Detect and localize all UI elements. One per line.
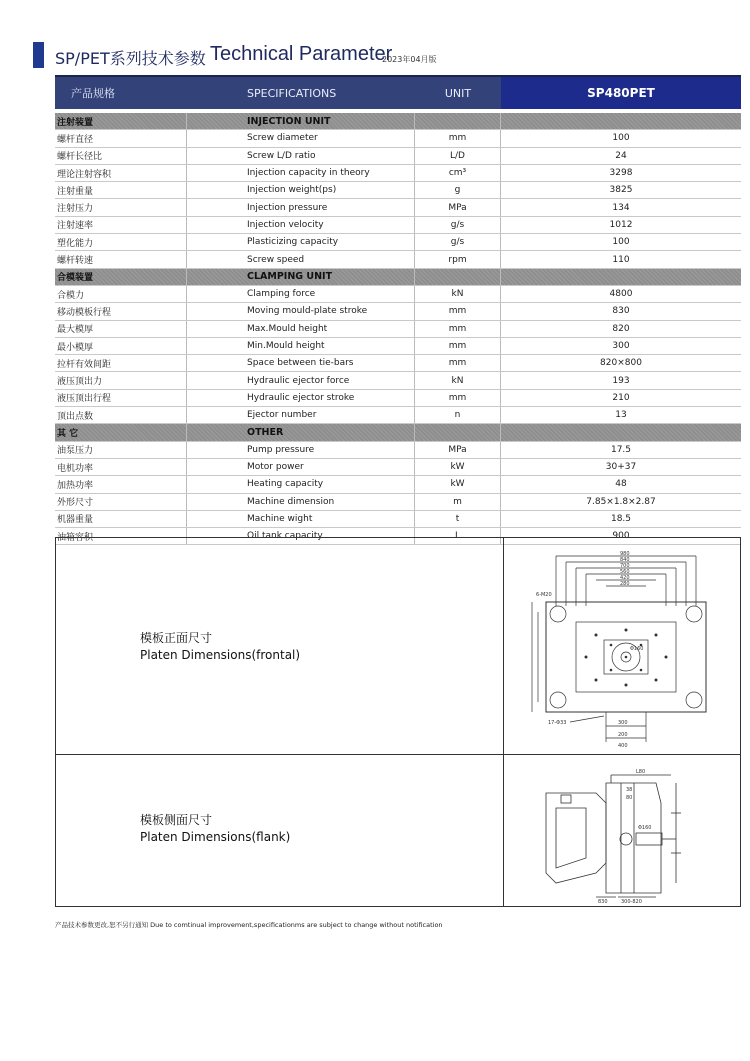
frontal-dim-280: 280 <box>620 581 630 587</box>
param-unit: n <box>415 407 501 423</box>
table-row <box>55 355 741 372</box>
param-name-cn: 机器重量 <box>55 511 187 527</box>
param-unit: kN <box>415 286 501 302</box>
param-name-cn: 注射压力 <box>55 199 187 215</box>
platen-flank-label-cn: 模板侧面尺寸 <box>140 813 213 827</box>
param-unit: kN <box>415 372 501 388</box>
platen-frontal-row <box>56 538 740 755</box>
frontal-dim-200: 200 <box>618 732 628 738</box>
section-unit-blank <box>415 113 501 129</box>
table-body <box>55 113 741 545</box>
header-specifications: SPECIFICATIONS <box>247 86 337 100</box>
platen-frontal-drawing <box>526 550 726 748</box>
frontal-dim-400: 400 <box>618 743 628 748</box>
frontal-dim-phi160: Φ160 <box>630 646 644 652</box>
param-name-en: Ejector number <box>187 407 415 423</box>
param-name-en: Machine wight <box>187 511 415 527</box>
param-unit: L/D <box>415 148 501 164</box>
param-value: 300 <box>612 341 630 351</box>
param-name-en: Hydraulic ejector stroke <box>187 390 415 406</box>
param-value: 100 <box>612 133 630 144</box>
frontal-dim-700: 700 <box>620 563 630 569</box>
section-title-cn: 合模装置 <box>55 269 187 285</box>
frontal-dim-6m20: 6-M20 <box>536 592 552 598</box>
param-name-en: Pump pressure <box>187 442 415 458</box>
header-unit: UNIT <box>444 86 472 100</box>
param-name-cn: 顶出点数 <box>55 407 187 423</box>
param-name-en: Machine dimension <box>187 494 415 510</box>
param-unit: MPa <box>415 442 501 458</box>
param-unit: mm <box>415 130 501 146</box>
param-value: 24 <box>615 150 627 161</box>
param-value: 3298 <box>609 168 633 179</box>
table-row <box>55 182 741 199</box>
param-name-cn: 液压顶出行程 <box>55 390 187 406</box>
table-row <box>55 321 741 338</box>
param-name-en: Max.Mould height <box>187 321 415 337</box>
param-value: 1012 <box>609 219 633 230</box>
title-cn: SP/PET系列技术参数 <box>55 49 206 68</box>
param-unit: m <box>415 494 501 510</box>
param-name-cn: 理论注射容积 <box>55 165 187 181</box>
param-name-cn: 最大模厚 <box>55 321 187 337</box>
table-row <box>55 199 741 216</box>
param-name-en: Min.Mould height <box>187 338 415 354</box>
platen-flank-label-en: Platen Dimensions(flank) <box>140 830 291 844</box>
section-title-cn: 其 它 <box>55 424 187 440</box>
section-title-en: CLAMPING UNIT <box>187 269 415 285</box>
table-row <box>55 442 741 459</box>
param-name-cn: 加热功率 <box>55 476 187 492</box>
flank-dim-830: 830 <box>598 899 608 903</box>
param-unit: kW <box>415 459 501 475</box>
param-value: 820×800 <box>600 358 642 369</box>
param-name-en: Moving mould-plate stroke <box>187 303 415 319</box>
param-unit: g/s <box>415 217 501 233</box>
table-row <box>55 494 741 511</box>
param-name-cn: 注射重量 <box>55 182 187 198</box>
param-name-cn: 拉杆有效间距 <box>55 355 187 371</box>
param-unit: cm³ <box>415 165 501 181</box>
header-model: SP480PET <box>501 77 741 109</box>
param-unit: mm <box>415 355 501 371</box>
table-header <box>55 75 741 109</box>
param-name-en: Screw speed <box>187 251 415 267</box>
param-name-cn: 油箱容积 <box>55 528 187 544</box>
section-value-blank <box>501 113 741 129</box>
platen-dimensions-section <box>55 537 741 907</box>
param-unit: rpm <box>415 251 501 267</box>
platen-flank-label <box>140 812 290 846</box>
param-name-cn: 移动模板行程 <box>55 303 187 319</box>
spec-table <box>55 75 741 545</box>
param-name-en: Screw L/D ratio <box>187 148 415 164</box>
param-value: 48 <box>615 479 627 490</box>
flank-dim-300-820: 300-820 <box>621 899 642 903</box>
param-unit: mm <box>415 390 501 406</box>
param-name-cn: 最小模厚 <box>55 338 187 354</box>
section-unit-blank <box>415 424 501 440</box>
section-title-en: INJECTION UNIT <box>187 113 415 129</box>
param-name-en: Heating capacity <box>187 476 415 492</box>
table-row <box>55 476 741 493</box>
param-name-cn: 螺杆转速 <box>55 251 187 267</box>
param-value: 3825 <box>609 185 633 196</box>
param-value: 17.5 <box>610 444 632 455</box>
param-unit: t <box>415 511 501 527</box>
frontal-dim-560: 560 <box>620 569 630 575</box>
section-title-cn: 注射装置 <box>55 113 187 129</box>
param-value: 13 <box>615 410 627 421</box>
table-row <box>55 390 741 407</box>
param-value: 4800 <box>609 289 633 300</box>
flank-dim-80: 80 <box>626 795 633 801</box>
table-row <box>55 407 741 424</box>
frontal-dim-980: 980 <box>620 551 630 557</box>
param-value: 193 <box>612 375 630 386</box>
table-row <box>55 286 741 303</box>
table-row <box>55 165 741 182</box>
frontal-dim-840: 840 <box>620 557 630 563</box>
param-name-cn: 注射速率 <box>55 217 187 233</box>
param-name-cn: 螺杆长径比 <box>55 148 187 164</box>
param-value: 100 <box>612 237 630 248</box>
frontal-dim-300: 300 <box>618 720 628 726</box>
param-unit: mm <box>415 321 501 337</box>
header-accent-bar <box>33 42 44 68</box>
param-name-en: Motor power <box>187 459 415 475</box>
table-row <box>55 303 741 320</box>
platen-flank-row <box>56 755 740 906</box>
param-unit: L <box>415 528 501 544</box>
table-row <box>55 234 741 251</box>
section-value-blank <box>501 269 741 285</box>
frontal-dim-420: 420 <box>620 575 630 581</box>
param-value: 134 <box>612 202 630 213</box>
param-name-cn: 合模力 <box>55 286 187 302</box>
header-cn: 产品规格 <box>71 87 115 100</box>
param-unit: MPa <box>415 199 501 215</box>
section-title-en: OTHER <box>187 424 415 440</box>
param-unit: kW <box>415 476 501 492</box>
section-value-blank <box>501 424 741 440</box>
param-name-cn: 螺杆直径 <box>55 130 187 146</box>
param-name-en: Screw diameter <box>187 130 415 146</box>
table-row <box>55 372 741 389</box>
param-value: 830 <box>612 306 630 317</box>
param-unit: mm <box>415 338 501 354</box>
param-value: 210 <box>612 392 630 403</box>
table-row <box>55 217 741 234</box>
param-value: 18.5 <box>610 513 632 524</box>
table-row <box>55 148 741 165</box>
param-name-en: Injection capacity in theory <box>187 165 415 181</box>
param-name-en: Injection weight(ps) <box>187 182 415 198</box>
section-header <box>55 424 741 441</box>
title-en: Technical Parameter <box>210 43 393 65</box>
param-name-en: Clamping force <box>187 286 415 302</box>
param-name-en: Plasticizing capacity <box>187 234 415 250</box>
platen-frontal-label-en: Platen Dimensions(frontal) <box>140 648 301 662</box>
param-unit: g/s <box>415 234 501 250</box>
version-label: 2023年04月版 <box>382 55 437 64</box>
table-row <box>55 130 741 147</box>
param-name-cn: 塑化能力 <box>55 234 187 250</box>
param-name-cn: 电机功率 <box>55 459 187 475</box>
section-header <box>55 269 741 286</box>
param-value: 30+37 <box>605 462 637 473</box>
platen-frontal-label <box>140 630 300 664</box>
param-unit: mm <box>415 303 501 319</box>
param-name-cn: 外形尺寸 <box>55 494 187 510</box>
platen-frontal-label-cn: 模板正面尺寸 <box>140 631 213 645</box>
param-name-en: Hydraulic ejector force <box>187 372 415 388</box>
param-name-en: Oil tank capacity <box>187 528 415 544</box>
param-name-en: Injection pressure <box>187 199 415 215</box>
section-unit-blank <box>415 269 501 285</box>
table-row <box>55 338 741 355</box>
frontal-dim-17phi33: 17-Φ33 <box>548 720 567 726</box>
table-row <box>55 511 741 528</box>
platen-flank-drawing <box>526 763 726 903</box>
table-row <box>55 251 741 268</box>
flank-dim-38: 38 <box>626 787 633 793</box>
param-value: 900 <box>612 531 630 542</box>
table-row <box>55 459 741 476</box>
platen-divider <box>503 538 504 906</box>
param-name-cn: 液压顶出力 <box>55 372 187 388</box>
param-value: 7.85×1.8×2.87 <box>586 496 656 507</box>
param-unit: g <box>415 182 501 198</box>
footnote: 产品技术参数更改,恕不另行通知 Due to comtinual improvement,specificationms are subject to change without notification <box>55 921 443 929</box>
param-name-en: Space between tie-bars <box>187 355 415 371</box>
flank-dim-phi160: Φ160 <box>638 825 652 831</box>
flank-dim-l80: L80 <box>636 769 646 775</box>
param-value: 110 <box>612 254 630 265</box>
param-name-cn: 油泵压力 <box>55 442 187 458</box>
section-header <box>55 113 741 130</box>
param-value: 820 <box>612 323 630 334</box>
param-name-en: Injection velocity <box>187 217 415 233</box>
